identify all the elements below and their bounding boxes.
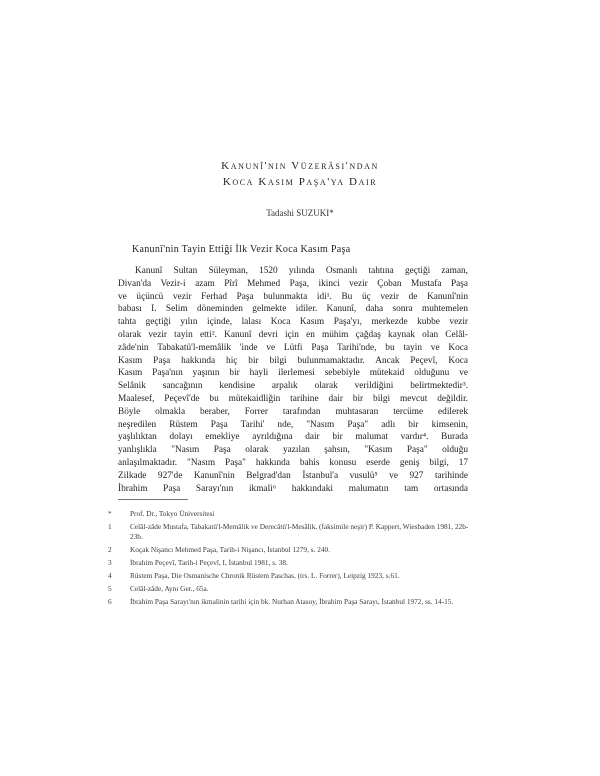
body-line: olarak vezir tayin etti². Kanunî devri için en mühim çağdaş kaynak olan Celâl- [118,329,468,340]
body-line: babası I. Selim döneminden gelmekte idiler. Kanunî, daha sonra muhtemelen [118,304,468,315]
footnote-divider [118,499,188,500]
footnote [108,571,470,581]
body-line: Zilkade 927'de Kanunî'nin Belgrad'dan İstanbul'a vusulü⁵ ve 927 tarihinde [118,470,468,481]
body-line: Maalesef, Peçevî'de bu mütekaidliğin tarihine dair bir bilgi mevcut değildir. [118,393,468,404]
title-line-2: Koca Kasım Paşa'ya Dair [222,176,378,188]
footnotes [108,509,470,610]
footnote-marker: 4 [108,571,112,580]
footnote-text: Celâl-zâde, Aynı Ger., 65a. [130,584,209,593]
footnote-marker: 3 [108,558,112,567]
body-line: neşredilen Rüstem Paşa Tarihi' nde, "Nasım Paşa" adlı bir kimsenin, [118,419,468,430]
footnote-text: Celâl-zâde Mustafa, Tabakatü'l-Memâlik ve Derecâtü'l-Mesâlik, (faksimile neşir) P. Kappert, Wiesbaden 1981, 22b-23b. [130,522,469,541]
footnote-text: Rüstem Paşa, Die Osmanische Chronik Rüstem Paschas, (trs. L. Forrer), Leipzig 1923, s.61. [130,571,400,580]
body-text [118,265,468,495]
footnote-marker: * [108,509,112,518]
footnote-marker: 1 [108,522,112,531]
footnote-text: Koçak Nişancı Mehmed Paşa, Tarih-i Nişancı, İstanbul 1279, s. 240. [130,545,330,554]
footnote [108,558,470,568]
footnote-text: İbrahim Peçevî, Tarih-i Peçevî, I, İstanbul 1981, s. 38. [130,558,288,567]
body-line: yanlışlıkla "Nasım Paşa olarak yazılan şahsın, "Kasım Paşa" olduğu [118,445,468,456]
body-line: Kasım Paşa hakkında hiç bir bilgi bulunmamaktadır. Ancak Peçevî, Koca [118,355,468,366]
footnote [108,584,470,594]
footnote-text: Prof. Dr., Tokyo Üniversitesi [130,509,215,518]
footnote-text: İbrahim Paşa Sarayı'nın ikmalinin tarihi için bk. Nurhan Atasoy, İbrahim Paşa Sarayı, İstanbul 1972, ss. 14-15. [130,597,454,606]
footnote [108,509,470,519]
footnote [108,597,470,607]
body-line: zâde'nin Tabakatü'l-memâlik 'inde ve Lütfi Paşa Tarihi'nde, bu tayin ve Koca [118,342,468,353]
body-line: Selânik sancağının kendisine arpalık olarak verildiğini belirtmektedir³. [118,381,468,392]
title-line-1: Kanunî'nin Vüzerâsı'ndan [221,160,379,172]
body-line: Böyle olmakla beraber, Forrer tarafından muhtasaran tercüme edilerek [118,406,468,417]
footnote-marker: 2 [108,545,112,554]
body-line: yaşlılıktan dolayı emekliye ayrıldığına dair bir malumat vardır⁴. Burada [118,432,468,443]
body-line: Kasım Paşa'nın yaşının bir hayli ilerlemesi sebebiyle mütekaid olduğunu ve [118,368,468,379]
section-heading: Kanunî'nin Tayin Ettiği İlk Vezir Koca Kasım Paşa [132,244,351,255]
body-line: ve üçüncü vezir Ferhad Paşa bulunmakta idi¹. Bu üç vezir de Kanunî'nin [118,291,468,302]
footnote-marker: 6 [108,597,112,606]
body-line: anlaşılmaktadır. "Nasım Paşa" hakkında bahis konusu eserde geniş bilgi, 17 [118,457,468,468]
body-line: İbrahim Paşa Sarayı'nın ikmali⁶ hakkındaki malumatın tam ortasında [118,483,468,494]
body-line: tahta geçtiği yılın içinde, lalası Koca Kasım Paşa'yı, merkezde kubbe vezir [118,317,468,328]
footnote [108,545,470,555]
body-line: Kanunî Sultan Süleyman, 1520 yılında Osmanlı tahtına geçtiği zaman, [135,266,468,276]
footnote [108,522,470,542]
author: Tadashi SUZUKI* [266,208,334,218]
footnote-marker: 5 [108,584,112,593]
body-line: Divan'da Vezir-i azam Pîrî Mehmed Paşa, ikinci vezir Çoban Mustafa Paşa [118,278,468,289]
